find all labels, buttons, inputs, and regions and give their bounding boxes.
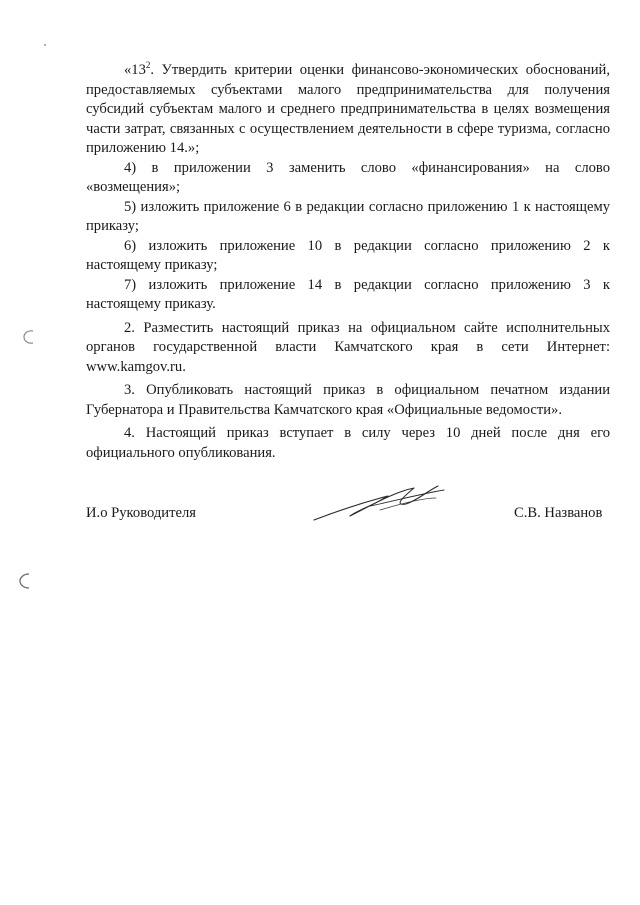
punch-hole-icon	[22, 328, 36, 346]
paragraph-item-5: 5) изложить приложение 6 в редакции согласно приложению 1 к настоящему приказу;	[86, 198, 610, 234]
paragraph-rest: . Утвердить критерии оценки финансово-экономических обоснований, предоставляемых субъектами малого предпринимательства для получения субсидий субъектам малого и среднего предпринимательства в целях возмещения части затрат, связанных с осуществлением деятельности в сфере туризма, согласно приложению 14.»;	[86, 62, 610, 156]
signature-block	[0, 503, 640, 543]
signer-name: С.В. Названов	[514, 505, 603, 521]
paragraph-item-4: 4) в приложении 3 заменить слово «финансирования» на слово «возмещения»;	[86, 159, 610, 195]
paragraph-point-3: 3. Опубликовать настоящий приказ в официальном печатном издании Губернатора и Правительства Камчатского края «Официальные ведомости».	[86, 382, 610, 418]
paragraph-criteria	[86, 61, 610, 159]
punch-hole-icon	[18, 572, 32, 590]
superscript: 2	[145, 60, 151, 71]
paragraph-lead: «13	[124, 62, 146, 78]
paragraph-item-7: 7) изложить приложение 14 в редакции согласно приложению 3 к настоящему приказу.	[86, 276, 610, 312]
paragraph-point-4: 4. Настоящий приказ вступает в силу через 10 дней после дня его официального опубликования.	[86, 425, 610, 461]
document-body	[86, 61, 610, 463]
paragraph-item-6: 6) изложить приложение 10 в редакции согласно приложению 2 к настоящему приказу;	[86, 237, 610, 273]
signer-title: И.о Руководителя	[86, 505, 196, 521]
paragraph-point-2: 2. Разместить настоящий приказ на официальном сайте исполнительных органов государственной власти Камчатского края в сети Интернет: www.kamgov.ru.	[86, 319, 610, 375]
scan-speck	[44, 44, 46, 46]
